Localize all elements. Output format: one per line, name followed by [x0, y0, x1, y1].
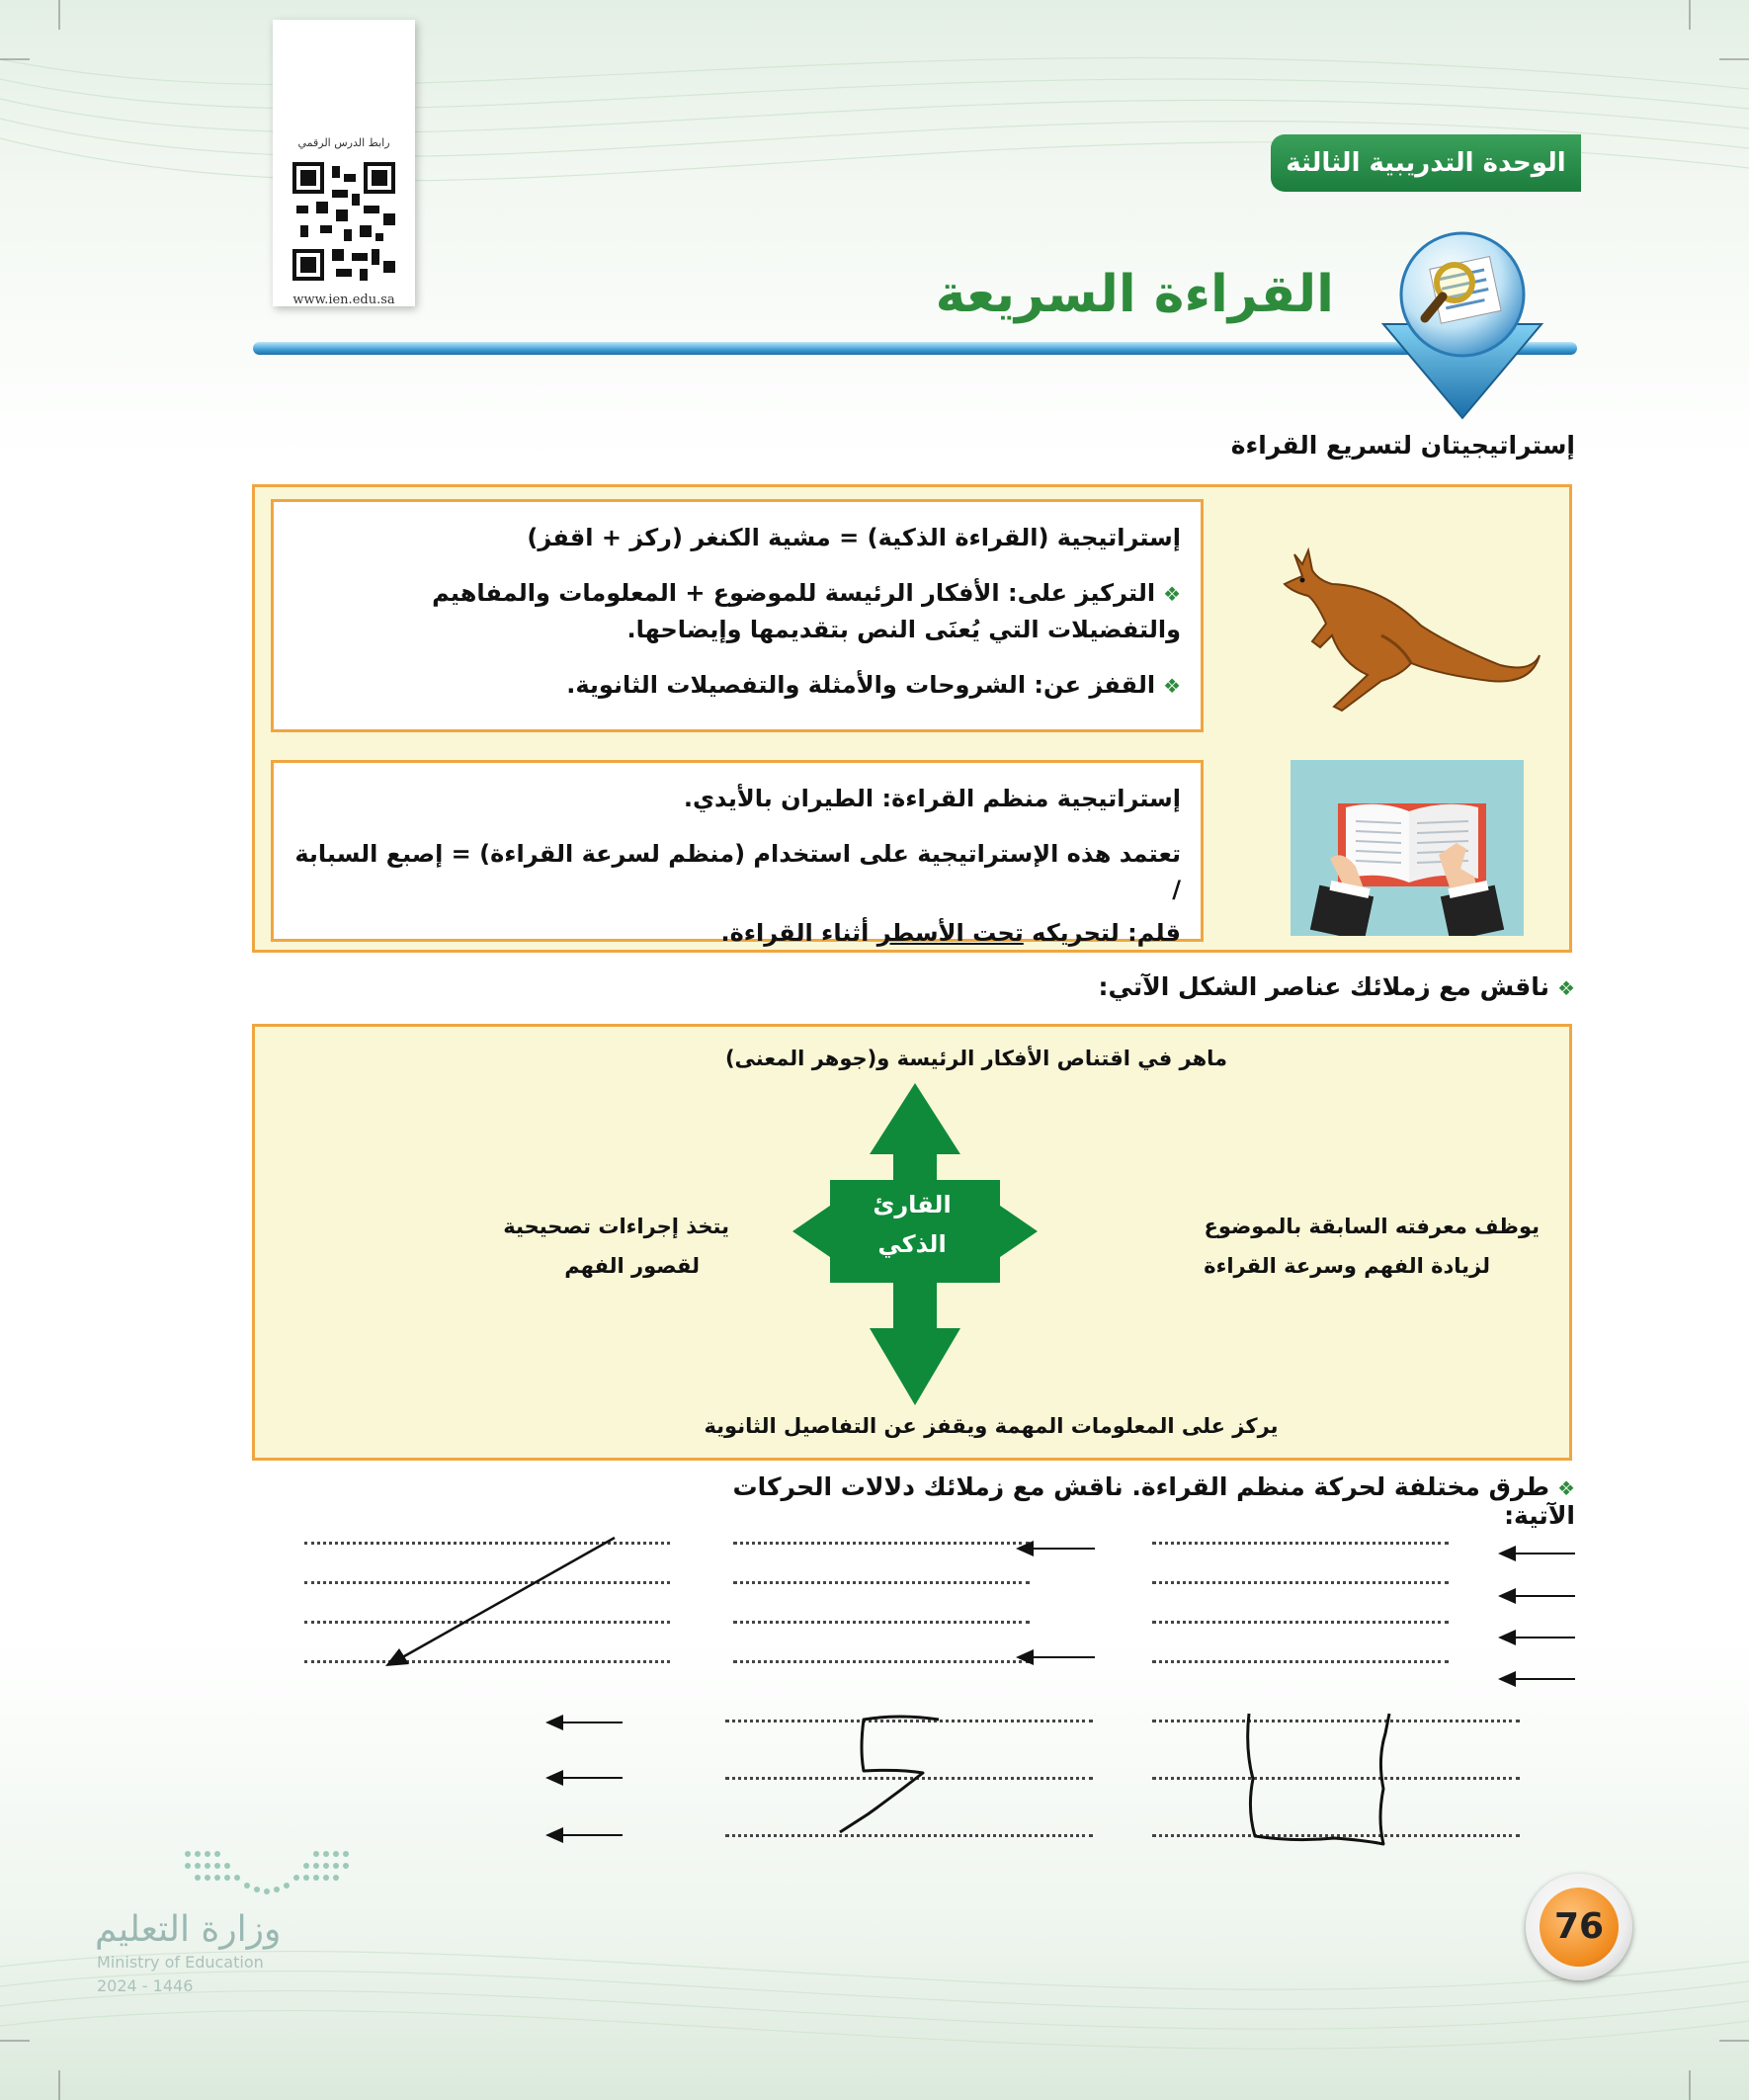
arrow-left-icon [1018, 1656, 1095, 1658]
arrow-left-icon [547, 1722, 623, 1723]
right-label-line2: لزيادة الفهم وسرعة القراءة [1204, 1254, 1490, 1278]
arrow-left-icon [547, 1777, 623, 1779]
dotted-line [1152, 1581, 1449, 1584]
magnifier-badge-icon [1364, 225, 1561, 423]
dotted-line [1152, 1542, 1449, 1545]
ministry-logo-icon [178, 1844, 356, 1903]
smart-reading-title: إستراتيجية (القراءة الذكية) = مشية الكنغر (ركز + اقفز) [527, 524, 1181, 551]
bottom-label: يركز على المعلومات المهمة ويقفز عن التفاصيل الثانوية [704, 1414, 1279, 1438]
page-number-badge [1526, 1874, 1632, 1980]
left-label-line2: لقصور الفهم [564, 1254, 700, 1278]
dotted-line [733, 1621, 1030, 1624]
arrow-left-icon [1500, 1595, 1575, 1597]
diamond-bullet-icon: ❖ [1557, 1476, 1575, 1500]
dotted-line [1152, 1621, 1449, 1624]
diamond-bullet-icon: ❖ [1557, 976, 1575, 1000]
smart-reader-diagram [252, 1024, 1572, 1461]
smart-reading-focus: ❖التركيز على: الأفكار الرئيسة للموضوع + المعلومات والمفاهيم والتفضيلات التي يُعنَى النص بتقديمها وإيضاحها. [432, 579, 1181, 643]
smart-reading-jump: ❖القفز عن: الشروحات والأمثلة والتفصيلات الثانوية. [566, 671, 1181, 699]
strategies-heading: إستراتيجيتان لتسريع القراءة [1230, 431, 1575, 460]
book-hands-icon [1291, 760, 1524, 936]
top-label: ماهر في اقتناص الأفكار الرئيسة و(جوهر المعنى) [724, 1047, 1228, 1070]
smart-reading-box [271, 499, 1204, 732]
arrow-left-icon [1500, 1637, 1575, 1638]
ministry-name-en: Ministry of Education [97, 1953, 264, 1972]
center-label-line1: القارئ [873, 1191, 952, 1218]
organizer-box [271, 760, 1204, 947]
arrow-left-icon [1018, 1548, 1095, 1550]
kangaroo-icon [1273, 537, 1549, 714]
dotted-line [733, 1660, 1030, 1663]
center-label-line2: الذكي [877, 1230, 947, 1258]
diamond-bullet-icon: ❖ [1163, 582, 1181, 606]
dotted-line [1152, 1660, 1449, 1663]
dotted-line [733, 1542, 1030, 1545]
unit-tab: الوحدة التدريبية الثالثة [1271, 134, 1581, 192]
page-number: 76 [1540, 1888, 1619, 1967]
discussion-heading: ❖ناقش مع زملائك عناصر الشكل الآتي: [1098, 972, 1575, 1001]
qr-card[interactable] [273, 20, 415, 306]
organizer-line1: تعتمد هذه الإستراتيجية على استخدام (منظم لسرعة القراءة) = إصبع السبابة / [294, 840, 1181, 903]
arrow-left-icon [547, 1834, 623, 1836]
ministry-year: 2024 - 1446 [97, 1976, 194, 1995]
qr-code-icon[interactable] [289, 158, 399, 285]
right-label-line1: يوظف معرفته السابقة بالموضوع [1204, 1215, 1540, 1238]
organizer-title: إستراتيجية منظم القراءة: الطيران بالأيدي. [683, 785, 1181, 812]
u-shape-path-icon [1235, 1710, 1413, 1858]
left-label-line1: يتخذ إجراءات تصحيحية [503, 1215, 729, 1238]
diamond-bullet-icon: ❖ [1163, 674, 1181, 698]
organizer-line2: قلم: لتحريكه تحت الأسطر أثناء القراءة. [720, 919, 1181, 947]
arrow-left-icon [1500, 1678, 1575, 1680]
diagonal-arrow-icon [375, 1532, 623, 1670]
bracket-path-icon [820, 1710, 958, 1838]
movements-heading: ❖طرق مختلفة لحركة منظم القراءة. ناقش مع زملائك دلالات الحركات الآتية: [732, 1472, 1575, 1530]
dotted-line [733, 1581, 1030, 1584]
arrow-left-icon [1500, 1553, 1575, 1554]
qr-url[interactable]: www.ien.edu.sa [292, 293, 395, 307]
strategies-box [252, 484, 1572, 953]
lesson-title: القراءة السريعة [935, 265, 1334, 324]
ministry-name-ar: وزارة التعليم [95, 1909, 282, 1950]
qr-label: رابط الدرس الرقمي [297, 136, 390, 149]
